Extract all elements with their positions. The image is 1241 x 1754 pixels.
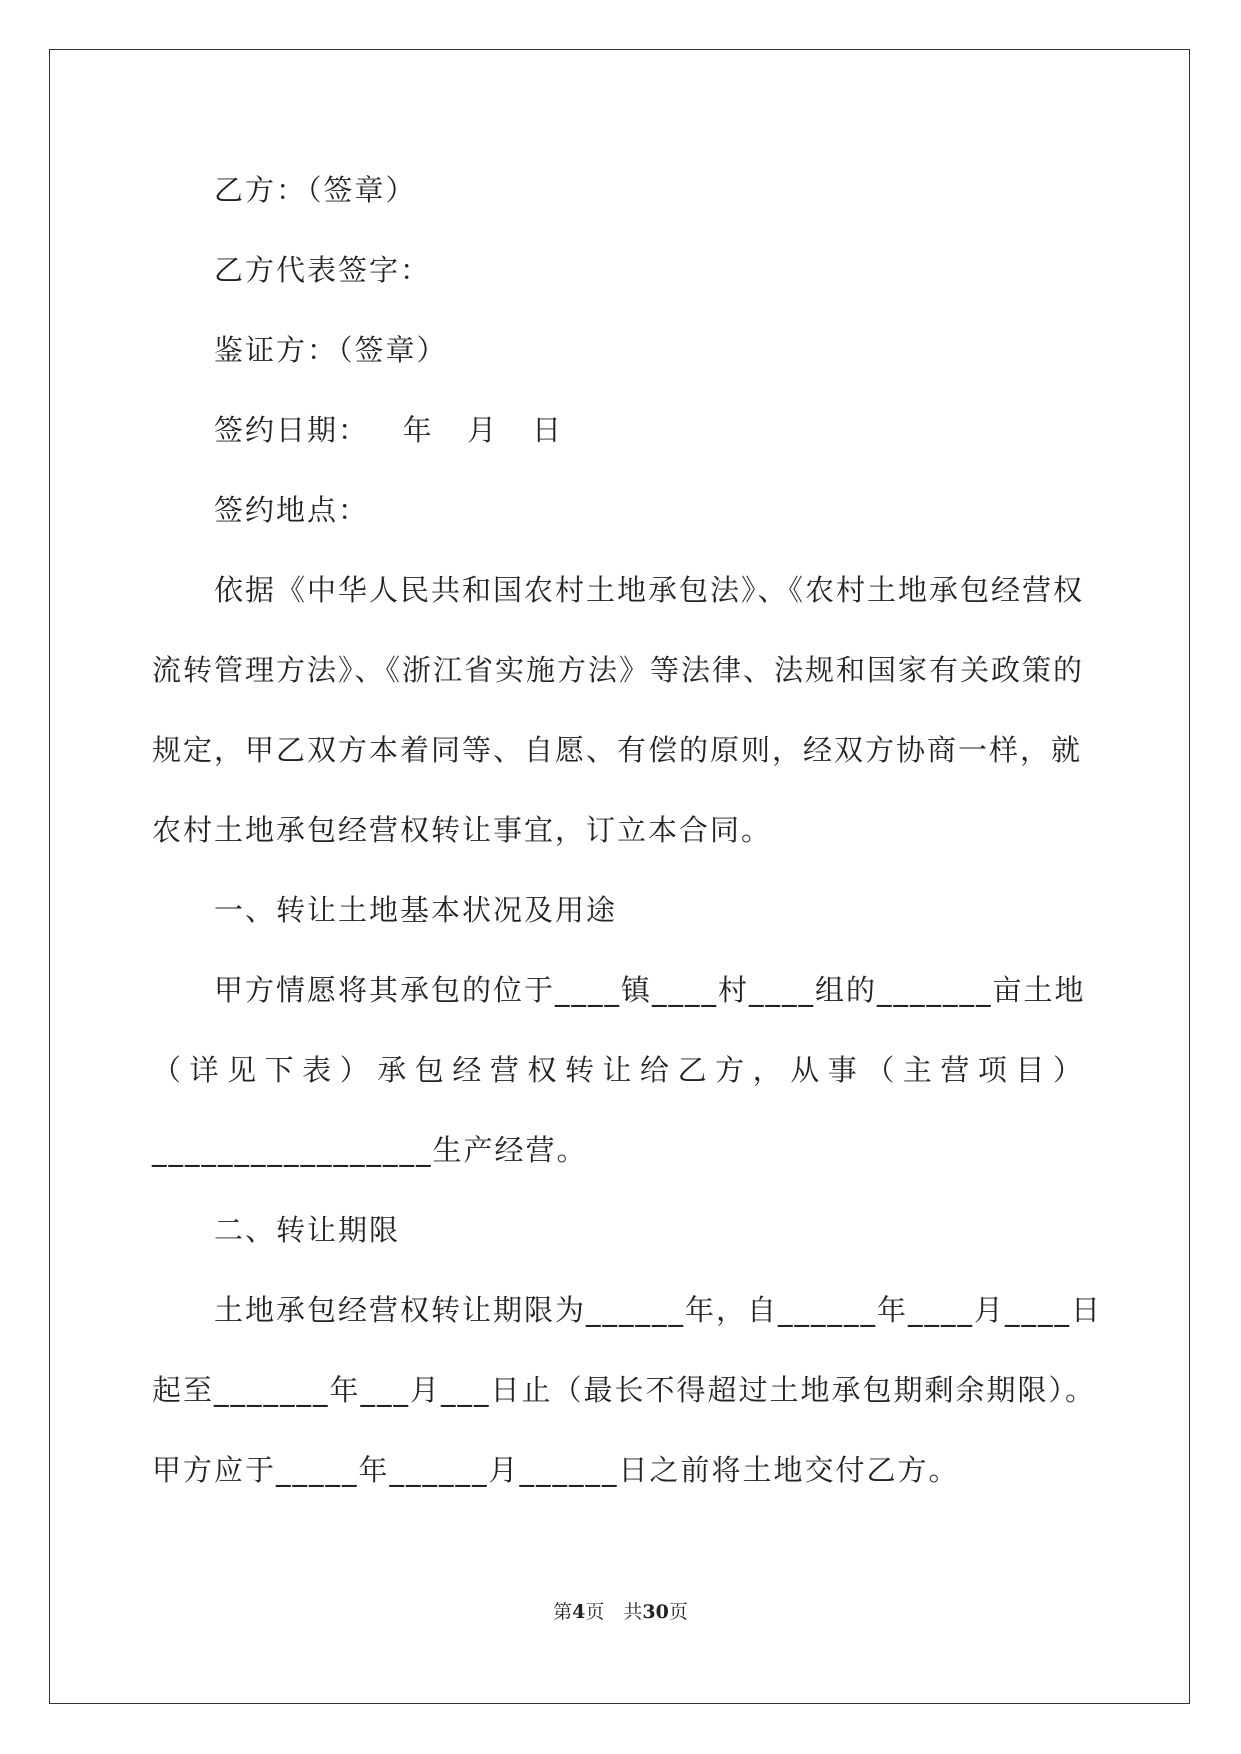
section-2-line-2: 起至_______年___月___日止（最长不得超过土地承包期剩余期限）。 — [152, 1373, 1097, 1407]
footer-prefix: 第 — [553, 1601, 573, 1623]
section-2-line-3: 甲方应于_____年______月______日之前将土地交付乙方。 — [152, 1453, 960, 1487]
party-b-rep-signature-line: 乙方代表签字： — [214, 253, 432, 287]
preamble-line-1: 依据《中华人民共和国农村土地承包法》、《农村土地承包经营权 — [214, 573, 1085, 607]
total-page-count: 30 — [642, 1601, 669, 1623]
preamble-line-4: 农村土地承包经营权转让事宜，订立本合同。 — [152, 813, 773, 847]
section-1-line-3: _________________生产经营。 — [152, 1133, 588, 1167]
section-1-line-1: 甲方情愿将其承包的位于____镇____村____组的_______亩土地 — [214, 973, 1086, 1007]
signing-date-line: 签约日期： 年 月 日 — [214, 413, 563, 447]
page-footer — [0, 1597, 1241, 1624]
footer-middle: 页 共 — [585, 1601, 643, 1623]
footer-suffix: 页 — [668, 1601, 688, 1623]
section-2-heading: 二、转让期限 — [214, 1213, 401, 1247]
preamble-line-2: 流转管理方法》、《浙江省实施方法》等法律、法规和国家有关政策的 — [152, 653, 1085, 687]
preamble-line-3: 规定，甲乙双方本着同等、自愿、有偿的原则，经双方协商一样，就 — [152, 733, 1083, 767]
party-b-seal-line: 乙方：（签章） — [214, 173, 417, 207]
signing-place-line: 签约地点： — [214, 493, 370, 527]
witness-seal-line: 鉴证方：（签章） — [214, 333, 448, 367]
current-page-number: 4 — [572, 1601, 586, 1623]
section-1-line-2: （详见下表）承包经营权转让给乙方，从事（主营项目） — [152, 1053, 1084, 1087]
section-2-line-1: 土地承包经营权转让期限为______年，自______年____月____日 — [214, 1293, 1103, 1327]
section-1-heading: 一、转让土地基本状况及用途 — [214, 893, 618, 927]
